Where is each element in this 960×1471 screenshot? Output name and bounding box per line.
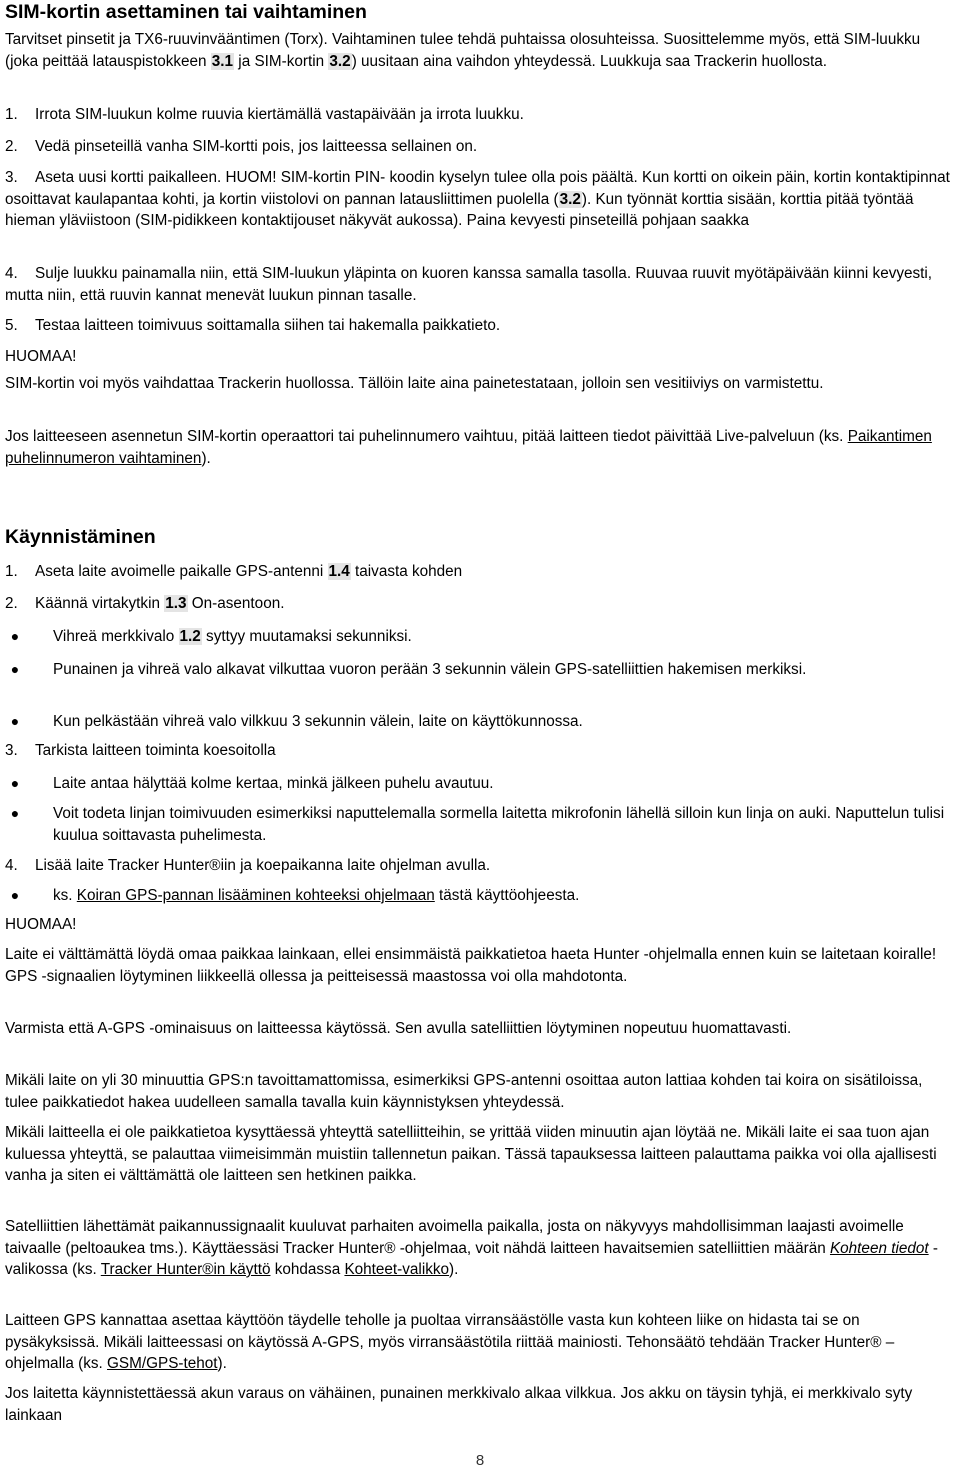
paragraph-text: Laitteen GPS kannattaa asettaa käyttöön täydelle teholle ja puoltaa virransäästölle vasta kun kohteen liike on hidasta tai se on pysäkyksissä. Mikäli laitteessasi on käytössä A-GPS, myös virransäästötila riittää mainiosti. Tehonsäätö tehdään Tracker Hunter® –ohjelmalla (ks. <box>5 1312 895 1372</box>
bullet-text: Kun pelkästään vihreä valo vilkkuu 3 sekunnin välein, laite on käyttökunnossa. <box>53 713 583 730</box>
paragraph: Varmista että A-GPS -ominaisuus on laitteessa käytössä. Sen avulla satelliittien löytyminen nopeutuu huomattavasti. <box>5 1020 792 1037</box>
bullet-icon: ● <box>10 805 20 821</box>
bullet-text: ks. <box>53 887 77 904</box>
huomaa-label: HUOMAA! <box>5 916 77 933</box>
link-add-gps-collar[interactable]: Koiran GPS-pannan lisääminen kohteeksi ohjelmaan <box>76 887 435 904</box>
step-number: 2. <box>5 138 18 155</box>
start-step-2 <box>5 593 955 615</box>
step-text: Lisää laite Tracker Hunter®iin ja koepaikanna laite ohjelman avulla. <box>35 857 491 874</box>
bullet-icon: ● <box>10 628 20 644</box>
step-number: 5. <box>5 317 18 334</box>
bullet-icon: ● <box>10 887 20 903</box>
intro-text: Tarvitset pinsetit ja TX6-ruuvinvääntimen (Torx). Vaihtaminen tulee tehdä puhtaissa olosuhteissa. Suosittelemme myös, että SIM-luukku (joka peittää latauspistokkeen <box>5 31 921 70</box>
bullet-text: Voit todeta linjan toimivuuden esimerkiksi naputtelemalla sormella laitetta mikrofonin lähellä silloin kun linja on auki. Naputtelun tulisi kuulua soittavasta puhelimesta. <box>53 805 945 844</box>
start-step-4 <box>5 855 955 877</box>
paragraph <box>5 1310 955 1375</box>
step-text: Vedä pinseteillä vanha SIM-kortti pois, jos laitteessa sellainen on. <box>35 138 478 155</box>
link-gsm-gps-tehot[interactable]: GSM/GPS-tehot <box>107 1355 218 1372</box>
bullet-icon: ● <box>10 713 20 729</box>
ref-3-2: 3.2 <box>559 190 581 208</box>
sim-step-1 <box>5 104 955 126</box>
intro-text: ) uusitaan aina vaihdon yhteydessä. Luukkuja saa Trackerin huollosta. <box>351 52 828 70</box>
sim-step-3 <box>5 167 955 232</box>
bullet-icon: ● <box>10 775 20 791</box>
step-number: 4. <box>5 857 18 874</box>
step-text: Aseta laite avoimelle paikalle GPS-antenni <box>35 563 328 580</box>
intro-text: ja SIM-kortin <box>234 52 329 70</box>
bullet-icon: ● <box>10 661 20 677</box>
link-tracker-hunter-usage[interactable]: Tracker Hunter®in käyttö <box>100 1261 271 1278</box>
ref-3-1: 3.1 <box>211 52 234 70</box>
ref-1-2: 1.2 <box>179 628 201 645</box>
step-number: 3. <box>5 742 18 759</box>
link-phone-number-change[interactable]: Paikantimen puhelinnumeron vaihtaminen <box>5 428 932 467</box>
step-text: Sulje luukku painamalla niin, että SIM-luukun yläpinta on kuoren kanssa samalla tasolla. Ruuvaa ruuvit myötäpäivään kiinni kevyesti, mutta niin, että ruuvin kannat menevät luukun pinnan tasalle. <box>5 265 933 304</box>
paragraph-text: -valikossa (ks. <box>5 1239 938 1278</box>
link-kohteet-valikko[interactable]: Kohteet-valikko <box>344 1261 450 1278</box>
paragraph-text: Satelliittien lähettämät paikannussignaalit kuuluvat parhaiten avoimella paikalla, josta on näkyvyys mahdollisimman laajasti avoimelle taivaalle (peltoaukea tms.). Käyttäessäsi Tracker Hunter® -ohjelmaa, voit nähdä laitteen havaitsemien satelliittien määrän <box>5 1218 904 1257</box>
paragraph-text: ). <box>217 1355 227 1372</box>
paragraph: Jos laitetta käynnistettäessä akun varaus on vähäinen, punainen merkkivalo alkaa vilkkua. Jos akku on täysin tyhjä, ei merkkivalo syty lainkaan <box>5 1385 913 1424</box>
step-number: 2. <box>5 595 18 612</box>
step-text: On-asentoon. <box>187 595 285 612</box>
page-number: 8 <box>475 1452 485 1469</box>
link-kohteen-tiedot[interactable]: Kohteen tiedot <box>829 1239 929 1257</box>
ref-1-4: 1.4 <box>328 563 350 580</box>
ref-1-3: 1.3 <box>165 595 187 612</box>
step-text: taivasta kohden <box>350 563 463 580</box>
paragraph: Mikäli laite on yli 30 minuuttia GPS:n tavoittamattomissa, esimerkiksi GPS-antenni osoittaa auton lattiaa kohden tai koira on sisätiloissa, tulee paikkatiedot hakea uudelleen samalla tavalla kuin käynnistyksen yhteydessä. <box>5 1072 923 1111</box>
step-text: Irrota SIM-luukun kolme ruuvia kiertämällä vastapäivään ja irrota luukku. <box>35 106 524 123</box>
sim-step-4 <box>5 263 955 306</box>
step-text: Tarkista laitteen toiminta koesoitolla <box>35 742 276 759</box>
step-number: 1. <box>5 563 18 580</box>
sim-note-2 <box>5 426 955 469</box>
paragraph <box>5 1216 955 1281</box>
section-title-start: Käynnistäminen <box>5 526 156 548</box>
sim-note-1: SIM-kortin voi myös vaihdattaa Trackerin huollossa. Tällöin laite aina painetestataan, jolloin sen vesitiiviys on varmistettu. <box>5 375 824 392</box>
step-text: Aseta uusi kortti paikalleen. HUOM! SIM-kortin PIN- koodin kyselyn tulee olla pois päältä. Kun kortti on oikein päin, kortin kontaktipinnat osoittavat kaulapantaa kohti, ja kortin viistolovi on pannan latausliittimen puolella ( <box>5 169 950 208</box>
paragraph: Mikäli laitteella ei ole paikkatietoa kysyttäessä yhteyttä satelliitteihin, se yrittää viiden minuutin ajan löytää ne. Mikäli laite ei saa tuon ajan kuluessa yhteyttä, se palauttaa viimeisimmän muistiin tallennetun paikan. Tässä tapauksessa laitteen palauttama paikka voi olla ajallisesti vanha ja siten ei välttämättä ole laitteen sen hetkinen paikka. <box>5 1124 937 1184</box>
bullet-text: Laite antaa hälyttää kolme kertaa, minkä jälkeen puhelu avautuu. <box>53 775 494 792</box>
bullet-text: tästä käyttöohjeesta. <box>434 887 580 904</box>
start-step-1 <box>5 561 955 583</box>
step-text: Käännä virtakytkin <box>35 595 165 612</box>
step-text: Testaa laitteen toimivuus soittamalla siihen tai hakemalla paikkatieto. <box>35 317 501 334</box>
step-number: 3. <box>5 169 18 186</box>
paragraph: Laite ei välttämättä löydä omaa paikkaa lainkaan, ellei ensimmäistä paikkatietoa haeta Hunter -ohjelmalla ennen kuin se laitetaan koiralle! GPS -signaalien löytyminen liikkeellä ollessa ja peitteisessä maastossa voi olla mahdotonta. <box>5 946 937 985</box>
paragraph-text: kohdassa <box>270 1261 345 1278</box>
ref-3-2: 3.2 <box>329 52 351 70</box>
paragraph-text: ). <box>449 1261 459 1278</box>
huomaa-label: HUOMAA! <box>5 348 77 365</box>
step-number: 1. <box>5 106 18 123</box>
sim-step-5 <box>5 315 955 337</box>
note-text: ). <box>201 449 211 467</box>
start-step-3 <box>5 740 955 762</box>
step-number: 4. <box>5 265 18 282</box>
bullet-text: Vihreä merkkivalo <box>53 628 179 645</box>
bullet-text: Punainen ja vihreä valo alkavat vilkuttaa vuoron perään 3 sekunnin välein GPS-satelliittien hakemisen merkiksi. <box>53 661 807 678</box>
note-text: Jos laitteeseen asennetun SIM-kortin operaattori tai puhelinnumero vaihtuu, pitää laitteen tiedot päivittää Live-palveluun (ks. <box>5 428 848 445</box>
step-text: ). Kun työnnät korttia sisään, korttia pitää työntää hieman yläviistoon (SIM-pidikkeen kontaktijouset näkyvät aukossa). Paina kevyesti pinseteillä pohjaan saakka <box>5 190 914 229</box>
sim-step-2 <box>5 136 955 158</box>
bullet-text: syttyy muutamaksi sekunniksi. <box>201 628 412 645</box>
section-title-sim: SIM-kortin asettaminen tai vaihtaminen <box>5 1 367 23</box>
sim-intro <box>5 29 955 72</box>
